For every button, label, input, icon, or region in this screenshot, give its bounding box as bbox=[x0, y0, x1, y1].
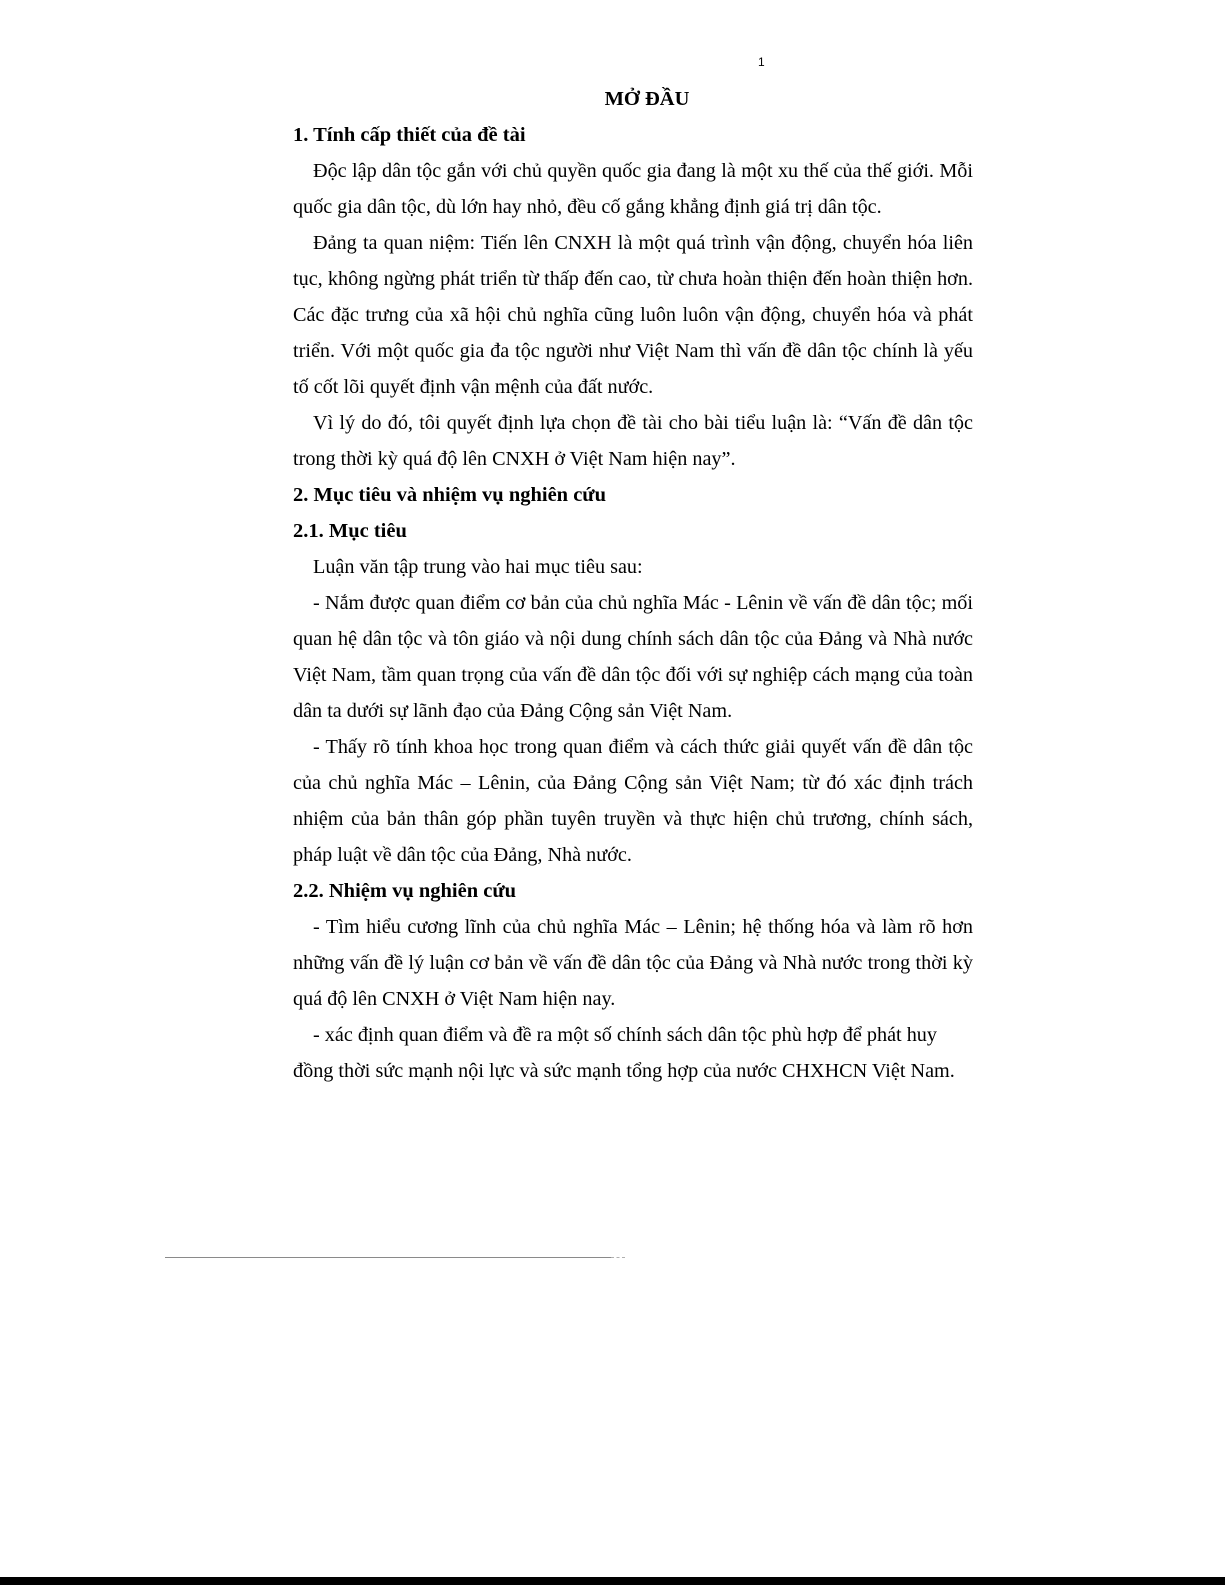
paragraph: - Nắm được quan điểm cơ bản của chủ nghĩa Mác - Lênin về vấn đề dân tộc; mối quan hệ dân tộc và tôn giáo và nội dung chính sách dân tộc của Đảng và Nhà nước Việt Nam, tầm quan trọng của vấn đề dân tộc đối với sự nghiệp cách mạng của toàn dân ta dưới sự lãnh đạo của Đảng Cộng sản Việt Nam. bbox=[293, 592, 973, 722]
document-body bbox=[293, 81, 973, 1089]
page-bottom-border bbox=[0, 1577, 1225, 1585]
paragraph: - Tìm hiểu cương lĩnh của chủ nghĩa Mác – Lênin; hệ thống hóa và làm rõ hơn những vấn đề lý luận cơ bản về vấn đề dân tộc của Đảng và Nhà nước trong thời kỳ quá độ lên CNXH ở Việt Nam hiện nay. bbox=[293, 916, 973, 1010]
paragraph: Vì lý do đó, tôi quyết định lựa chọn đề tài cho bài tiểu luận là: “Vấn đề dân tộc trong thời kỳ quá độ lên CNXH ở Việt Nam hiện nay”. bbox=[293, 412, 973, 470]
document-title: MỞ ĐẦU bbox=[604, 88, 690, 110]
section-heading-2-1: 2.1. Mục tiêu bbox=[293, 520, 407, 542]
section-heading-2: 2. Mục tiêu và nhiệm vụ nghiên cứu bbox=[293, 484, 606, 506]
page-number: 1 bbox=[758, 55, 765, 69]
paragraph: Đảng ta quan niệm: Tiến lên CNXH là một quá trình vận động, chuyển hóa liên tục, không ngừng phát triển từ thấp đến cao, từ chưa hoàn thiện đến hoàn thiện hơn. Các đặc trưng của xã hội chủ nghĩa cũng luôn luôn vận động, chuyển hóa và phát triển. Với một quốc gia đa tộc người như Việt Nam thì vấn đề dân tộc chính là yếu tố cốt lõi quyết định vận mệnh của đất nước. bbox=[293, 232, 973, 398]
paragraph: Độc lập dân tộc gắn với chủ quyền quốc gia đang là một xu thế của thế giới. Mỗi quốc gia dân tộc, dù lớn hay nhỏ, đều cố gắng khẳng định giá trị dân tộc. bbox=[293, 160, 973, 218]
footnote-separator-tail bbox=[611, 1257, 625, 1259]
paragraph: - Thấy rõ tính khoa học trong quan điểm và cách thức giải quyết vấn đề dân tộc của chủ nghĩa Mác – Lênin, của Đảng Cộng sản Việt Nam; từ đó xác định trách nhiệm của bản thân góp phần tuyên truyền và thực hiện chủ trương, chính sách, pháp luật về dân tộc của Đảng, Nhà nước. bbox=[293, 736, 973, 866]
section-heading-2-2: 2.2. Nhiệm vụ nghiên cứu bbox=[293, 880, 517, 902]
paragraph: - xác định quan điểm và đề ra một số chính sách dân tộc phù hợp để phát huy đồng thời sức mạnh nội lực và sức mạnh tổng hợp của nước CHXHCN Việt Nam. bbox=[293, 1024, 955, 1082]
footnote-separator bbox=[165, 1257, 611, 1258]
section-heading-1: 1. Tính cấp thiết của đề tài bbox=[293, 124, 526, 146]
paragraph: Luận văn tập trung vào hai mục tiêu sau: bbox=[313, 556, 643, 578]
